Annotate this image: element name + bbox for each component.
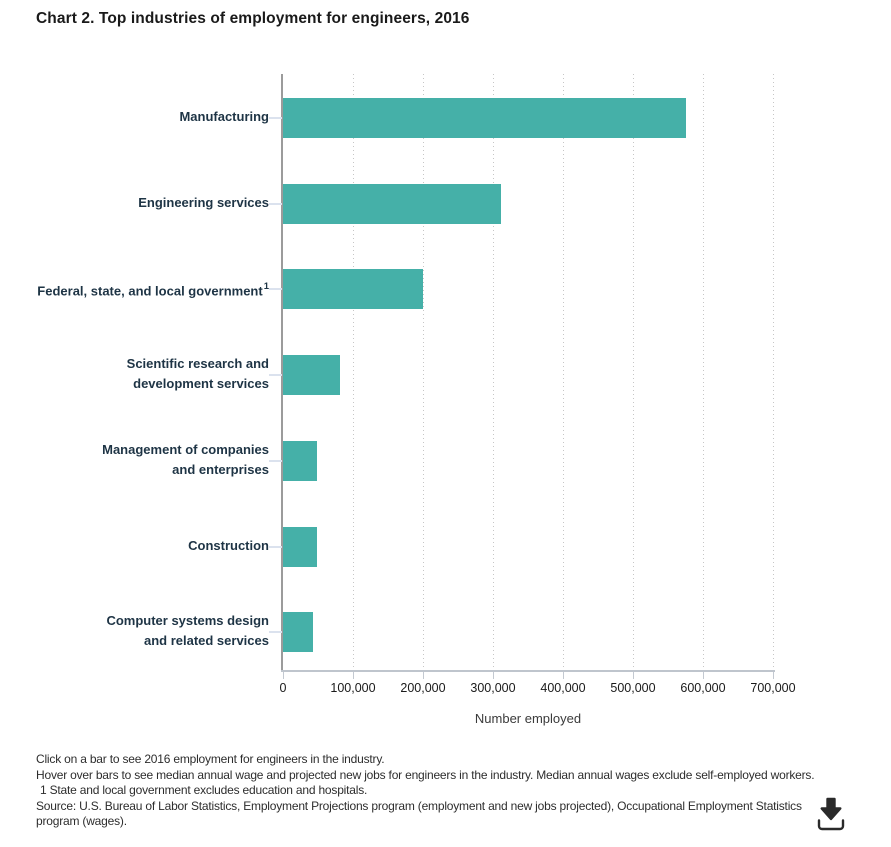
x-tick-label: 500,000	[610, 681, 656, 695]
x-axis-tick	[703, 672, 704, 679]
chart-notes	[36, 752, 876, 830]
category-label-federal-state-and-local-government	[30, 278, 269, 301]
x-tick-label: 700,000	[750, 681, 796, 695]
x-tick-label: 400,000	[540, 681, 586, 695]
category-tick-line	[269, 288, 282, 290]
category-label-line: Engineering services	[138, 194, 269, 210]
category-label-line: Computer systems design	[106, 613, 269, 629]
bar-federal-state-and-local-government[interactable]	[283, 269, 423, 309]
x-axis-tick	[423, 672, 424, 679]
note-hover: Hover over bars to see median annual wage and projected new jobs for engineers in the industry. Median annual wages exclude self-employed workers.	[36, 767, 815, 782]
download-button[interactable]	[815, 797, 847, 835]
category-label-line: and enterprises	[172, 461, 269, 477]
x-axis-line	[281, 670, 775, 672]
note-click: Click on a bar to see 2016 employment for engineers in the industry.	[36, 752, 385, 766]
category-label-management-of-companies-and-enterprises	[30, 440, 269, 480]
download-icon	[816, 821, 846, 836]
x-tick-label: 0	[279, 681, 287, 695]
x-axis-title: Number employed	[474, 711, 582, 726]
gridline	[423, 74, 424, 670]
x-axis-tick	[353, 672, 354, 679]
x-axis-tick	[633, 672, 634, 679]
bar-management-of-companies-and-enterprises[interactable]	[283, 441, 317, 481]
category-tick-line	[269, 546, 282, 548]
category-label-line: Manufacturing	[179, 109, 269, 124]
category-label-scientific-research-and-development-services	[30, 354, 269, 394]
x-tick-label: 600,000	[680, 681, 726, 695]
category-label-line: Management of companies	[102, 441, 269, 457]
bar-computer-systems-design-and-related-services[interactable]	[283, 612, 313, 652]
note-footnote-1: 1 State and local government excludes education and hospitals.	[40, 783, 368, 798]
x-axis-tick	[493, 672, 494, 679]
bar-scientific-research-and-development-services[interactable]	[283, 355, 340, 395]
x-axis-tick	[563, 672, 564, 679]
category-label-manufacturing	[30, 107, 269, 127]
category-tick-line	[269, 117, 282, 119]
category-label-line: Construction	[188, 537, 269, 553]
gridline	[633, 74, 634, 670]
gridline	[703, 74, 704, 670]
bar-engineering-services[interactable]	[283, 184, 501, 224]
category-label-line: Federal, state, and local government$^1$	[37, 281, 269, 299]
x-axis-tick	[283, 672, 284, 679]
gridline	[773, 74, 774, 670]
x-axis-tick	[773, 672, 774, 679]
category-label-line: development services	[133, 376, 269, 392]
x-tick-label: 300,000	[470, 681, 516, 695]
gridline	[493, 74, 494, 670]
bar-construction[interactable]	[283, 527, 317, 567]
category-label-line: Scientific research and	[126, 356, 269, 372]
gridline	[563, 74, 564, 670]
category-label-construction	[30, 536, 269, 556]
category-tick-line	[269, 460, 282, 462]
footnote-marker: 1	[263, 281, 269, 293]
plot-area	[279, 74, 796, 695]
gridline	[353, 74, 354, 670]
category-label-line: and related services	[143, 633, 269, 649]
note-source: Source: U.S. Bureau of Labor Statistics, Employment Projections program (employment and new jobs projected), Occupational Employment Statistics program (wages).	[36, 798, 802, 829]
category-tick-line	[269, 203, 282, 205]
category-tick-line	[269, 374, 282, 376]
category-tick-line	[269, 631, 282, 633]
chart-title: Chart 2. Top industries of employment for engineers, 2016	[36, 10, 470, 27]
x-tick-label: 100,000	[330, 681, 376, 695]
x-tick-label: 200,000	[400, 681, 446, 695]
bar-manufacturing[interactable]	[283, 98, 686, 138]
category-label-engineering-services	[30, 193, 269, 213]
category-label-computer-systems-design-and-related-services	[30, 611, 269, 651]
